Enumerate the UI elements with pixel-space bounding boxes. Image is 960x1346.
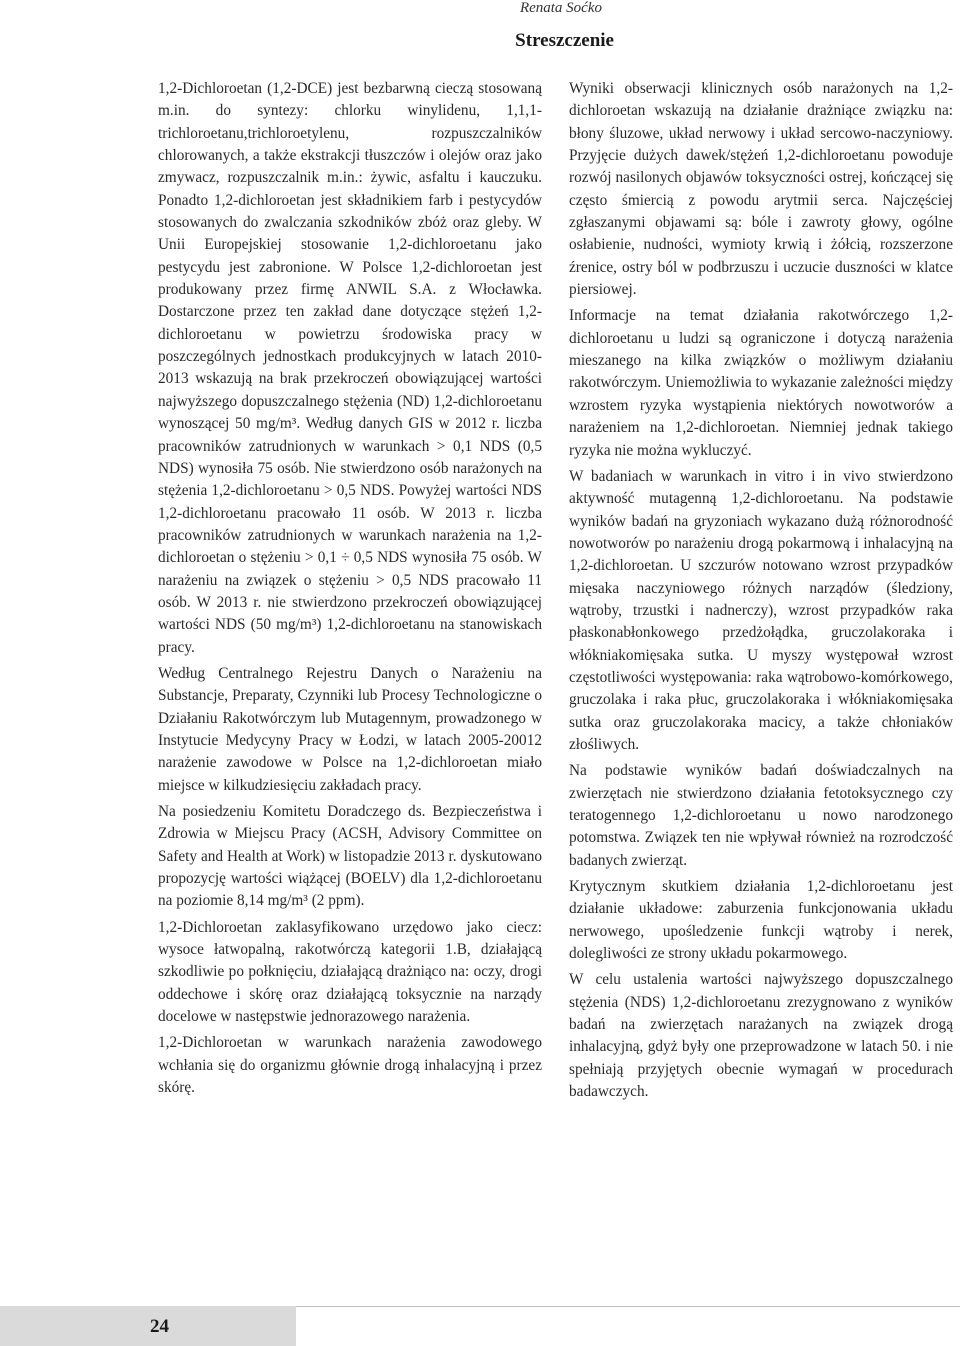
right-column xyxy=(569,78,953,1103)
paragraph: 1,2-Dichloroetan zaklasyfikowano urzędowo jako ciecz: wysoce łatwopalną, rakotwórczą kategorii 1.B, działającą szkodliwie po połknięciu, działającą drażniąco na: oczy, drogi oddechowe i skórę oraz działającą toksycznie na narządy docelowe w następstwie jednorazowego narażenia. xyxy=(158,918,542,1026)
paragraph: Wyniki obserwacji klinicznych osób narażonych na 1,2-dichloroetan wskazują na działanie drażniące związku na: błony śluzowe, układ nerwowy i układ sercowo-naczyniowy. Przyjęcie dużych dawek/stężeń 1,2-dichloroetanu powoduje rozwój nasilonych objawów toksyczności ostrej, kończącej się często śmiercią z powodu arytmii serca. Najczęściej zgłaszanymi objawami są: bóle i zawroty głowy, ogólne osłabienie, nudności, wymioty krwią i żółcią, rozszerzone źrenice, ostry ból w podbrzuszu i uczucie duszności w klatce piersiowej. xyxy=(569,80,953,299)
paragraph: Informacje na temat działania rakotwórczego 1,2-dichloroetanu u ludzi są ograniczone i dotyczą narażenia mieszanego na kilka związków o możliwym działaniu rakotwórczym. Uniemożliwia to wykazanie zależności między wzrostem ryzyka wystąpienia niektórych nowotworów a narażeniem na 1,2-dichloroetan. Niemniej jednak takiego ryzyka nie można wykluczyć. xyxy=(569,307,953,459)
paragraph: 1,2-Dichloroetan (1,2-DCE) jest bezbarwną cieczą stosowaną m.in. do syntezy: chlorku winylidenu, 1,1,1-trichloroetanu,trichloroetylenu, rozpuszczalników chlorowanych, a także ekstrakcji tłuszczów i olejów oraz jako zmywacz, rozpuszczalnik m.in.: żywic, asfaltu i kauczuku. Ponadto 1,2-dichloroetan jest składnikiem farb i pestycydów stosowanych do zwalczania szkodników zbóż oraz gleby. W Unii Europejskiej stosowanie 1,2-dichloroetanu jako pestycydu jest zabronione. W Polsce 1,2-dichloroetan jest produkowany przez firmę ANWIL S.A. z Włocławka. Dostarczone przez ten zakład dane dotyczące stężeń 1,2-dichloroetanu w powietrzu środowiska pracy w poszczególnych jednostkach produkcyjnych w latach 2010-2013 wskazują na brak przekroczeń obowiązującej wartości najwyższego dopuszczalnego stężenia (ND) 1,2-dichloroetanu wynoszącej 50 mg/m³. Według danych GIS w 2012 r. liczba pracowników zatrudnionych w warunkach > 0,1 NDS (0,5 NDS) wynosiła 75 osób. Nie stwierdzono osób narażonych na stężenia 1,2-dichloroetanu > 0,5 NDS. Powyżej wartości NDS 1,2-dichloroetanu pracowało 11 osób. W 2013 r. liczba pracowników zatrudnionych w warunkach narażenia na 1,2-dichloroetan o stężeniu > 0,1 ÷ 0,5 NDS wynosiła 75 osób. W narażeniu na związek o stężeniu > 0,5 NDS pracowało 11 osób. W 2013 r. nie stwierdzono przekroczeń obowiązującej wartości NDS (50 mg/m³) 1,2-dichloroetanu na stanowiskach pracy. xyxy=(158,80,542,656)
paragraph: W celu ustalenia wartości najwyższego dopuszczalnego stężenia (NDS) 1,2-dichloroetanu zrezygnowano z wyników badań na zwierzętach narażanych na związek drogą inhalacyjną, gdyż były one przeprowadzone w latach 50. i nie spełniają przyjętych obecnie wymagań w procedurach badawczych. xyxy=(569,971,953,1101)
paragraph: Na posiedzeniu Komitetu Doradczego ds. Bezpieczeństwa i Zdrowia w Miejscu Pracy (ACSH, Advisory Committee on Safety and Health at Work) w listopadzie 2013 r. dyskutowano propozycję wartości wiążącej (BOELV) dla 1,2-dichloroetanu na poziomie 8,14 mg/m³ (2 ppm). xyxy=(158,803,542,910)
paragraph: 1,2-Dichloroetan w warunkach narażenia zawodowego wchłania się do organizmu głównie drogą inhalacyjną i przez skórę. xyxy=(158,1034,542,1097)
page-number-tab xyxy=(0,1306,296,1346)
paragraph: Krytycznym skutkiem działania 1,2-dichloroetanu jest działanie układowe: zaburzenia funkcjonowania układu nerwowego, upośledzenie funkcji wątroby i nerek, dolegliwości ze strony układu pokarmowego. xyxy=(569,878,953,963)
paragraph: W badaniach w warunkach in vitro i in vivo stwierdzono aktywność mutagenną 1,2-dichloroetanu. Na podstawie wyników badań na gryzoniach wykazano dużą różnorodność nowotworów po narażeniu drogą pokarmową i inhalacyjną na 1,2-dichloroetan. U szczurów notowano wzrost przypadków mięsaka naczyniowego różnych narządów (śledziony, wątroby, trzustki i nadnerczy), wzrost przypadków raka płaskonabłonkowego przedżołądka, gruczolakoraka i włókniakomięsaka sutka. U myszy występował wzrost częstotliwości występowania: raka wątrobowo-komórkowego, gruczolaka i raka płuc, gruczolakoraka i włókniakomięsaka sutka oraz gruczolakoraka macicy, a także chłoniaków złośliwych. xyxy=(569,467,953,753)
section-title: Streszczenie xyxy=(515,30,614,51)
paragraph: Na podstawie wyników badań doświadczalnych na zwierzętach nie stwierdzono działania fetotoksycznego czy teratogennego 1,2-dichloroetanu u nowo narodzonego potomstwa. Związek ten nie wpływał również na rozrodczość badanych zwierząt. xyxy=(569,762,953,869)
running-header-author: Renata Soćko xyxy=(519,0,602,16)
page-number: 24 xyxy=(150,1316,169,1337)
left-column xyxy=(158,78,542,1099)
paragraph: Według Centralnego Rejestru Danych o Narażeniu na Substancje, Preparaty, Czynniki lub Procesy Technologiczne o Działaniu Rakotwórczym lub Mutagennym, prowadzonego w Instytucie Medycyny Pracy w Łodzi, w latach 2005-20012 narażenie zawodowe w Polsce na 1,2-dichloroetan miało miejsce w kilkudziesięciu zakładach pracy. xyxy=(158,664,542,794)
